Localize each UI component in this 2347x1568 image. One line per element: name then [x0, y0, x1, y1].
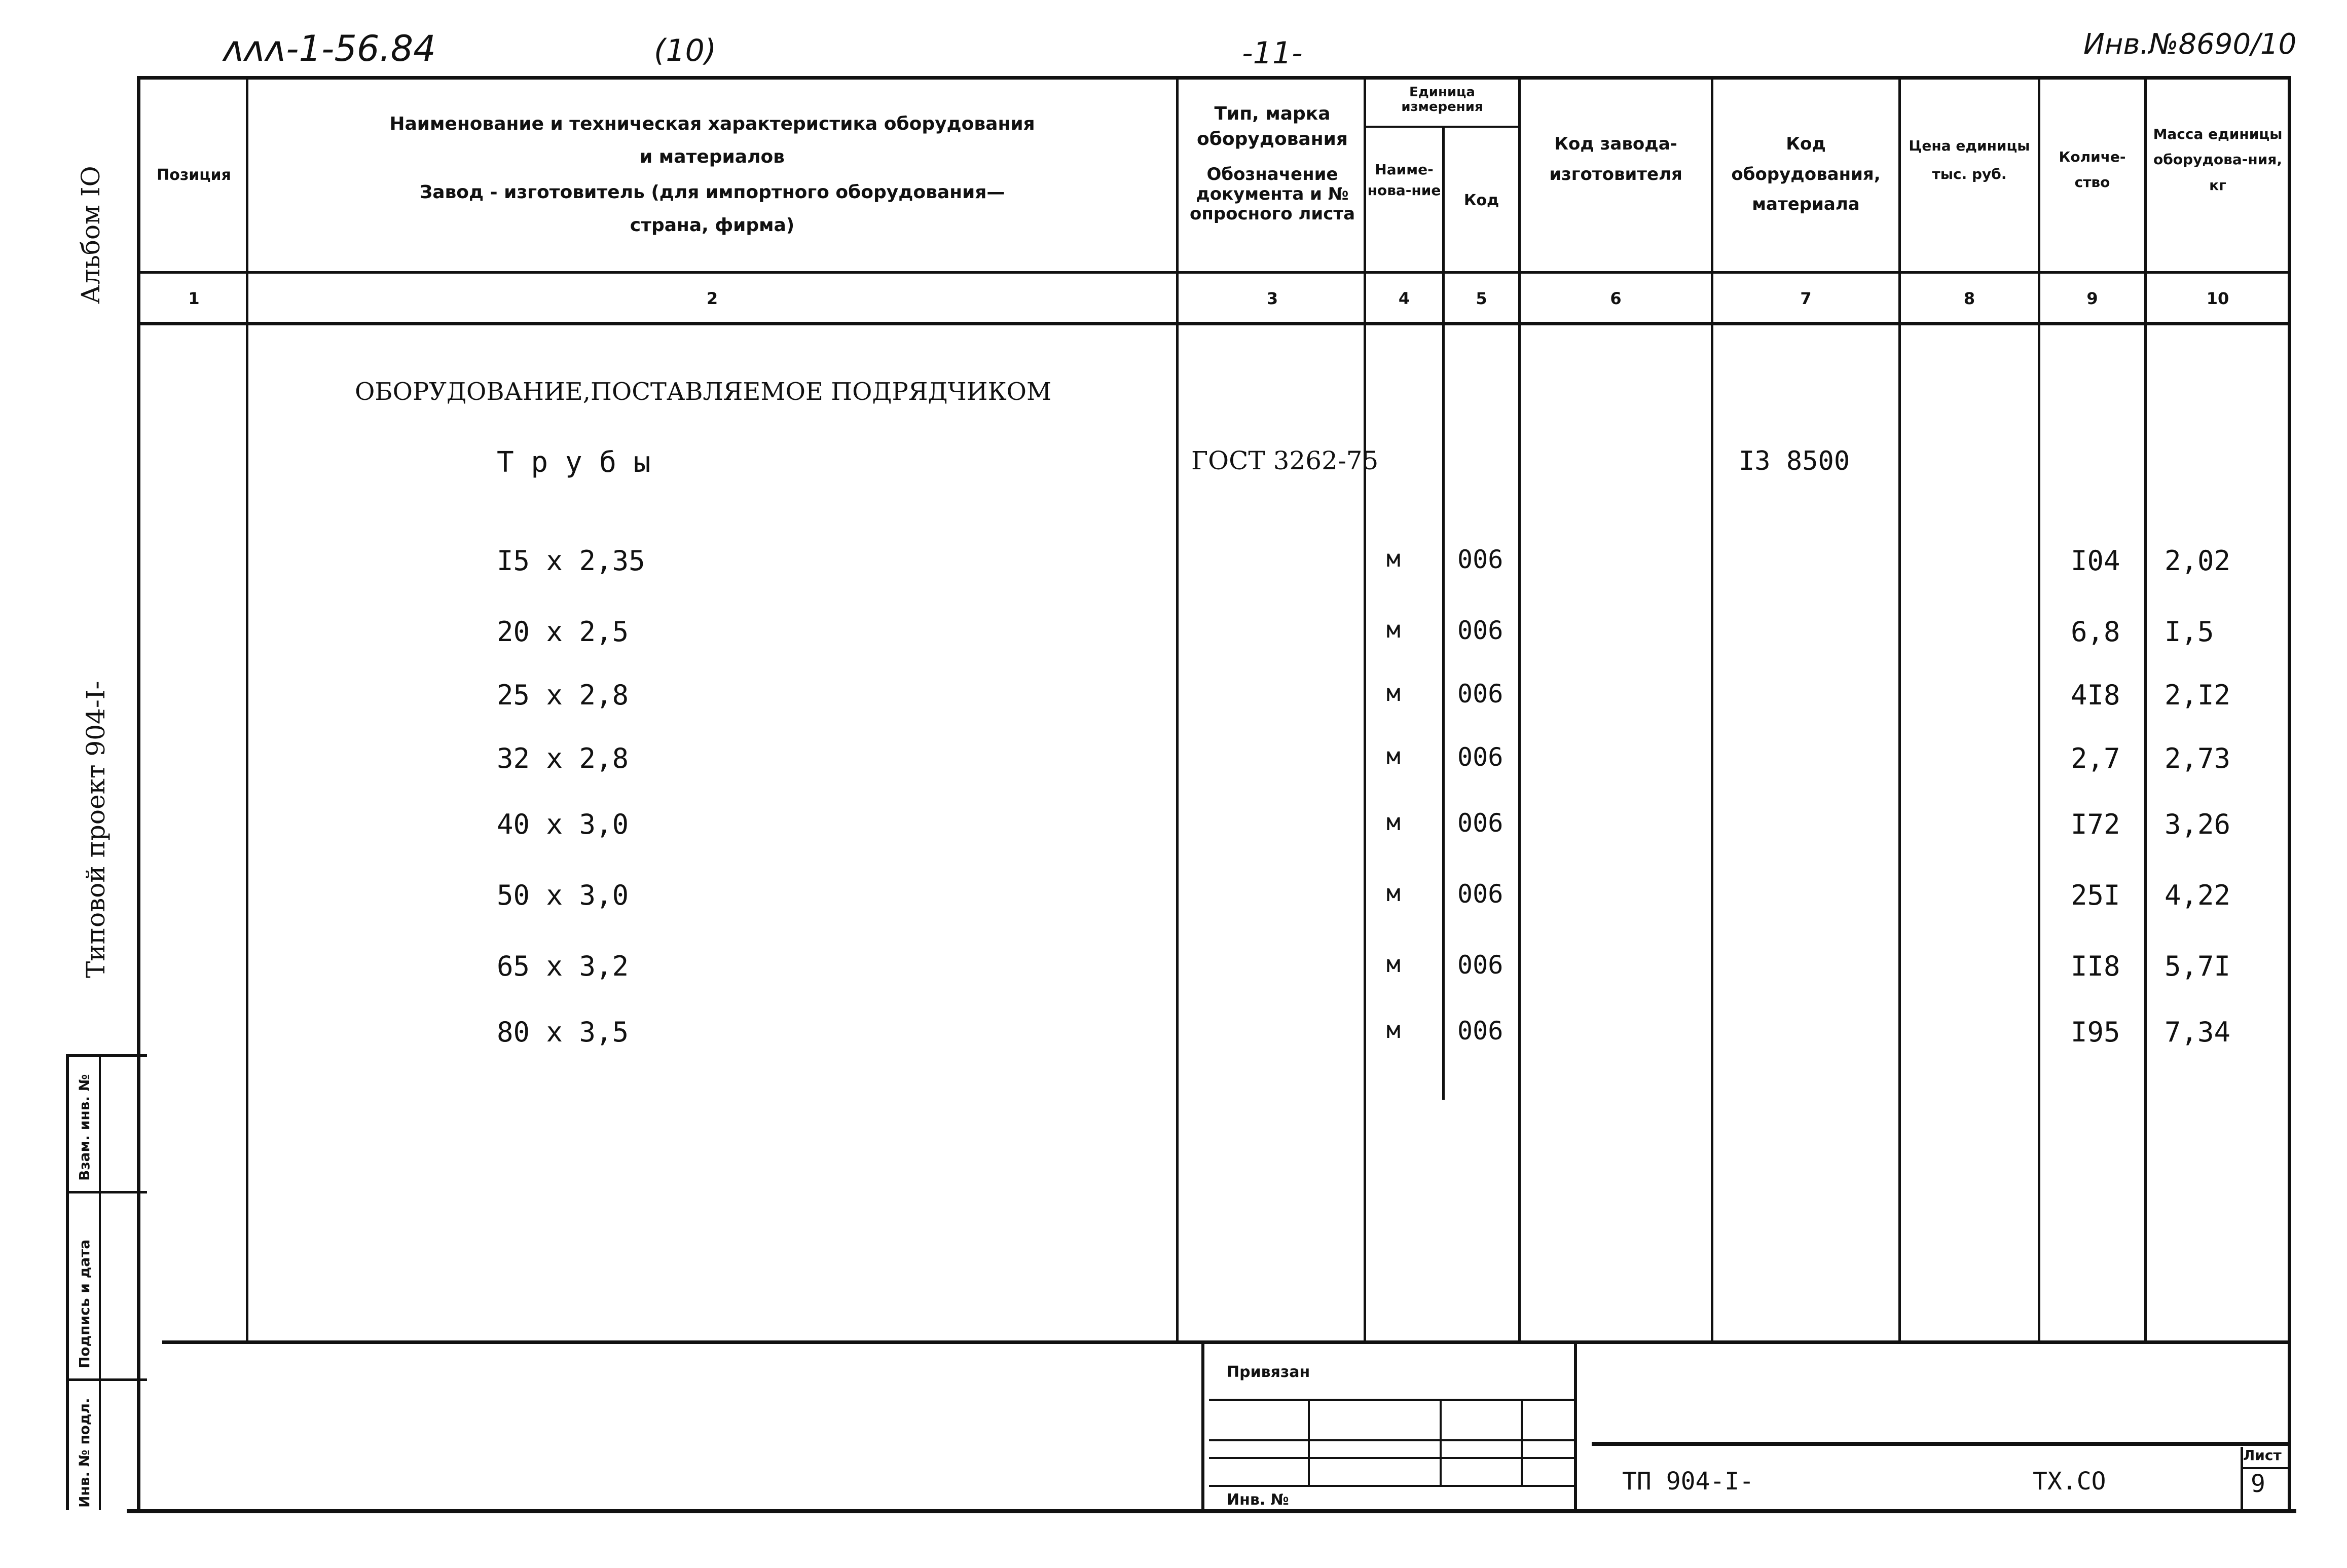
titleblock-line: [1209, 1485, 1574, 1487]
header-unit: Единица измерения: [1401, 85, 1483, 115]
item-mass: 3,26: [2165, 808, 2231, 840]
item-unit: м: [1386, 950, 1401, 978]
colnum-4: 4: [1398, 289, 1410, 308]
item-unit-code: 006: [1457, 879, 1503, 909]
titleblock-line: [1209, 1399, 1574, 1401]
item-unit-code: 006: [1457, 808, 1503, 838]
colnum-3: 3: [1266, 289, 1278, 308]
titleblock-cell: [1521, 1399, 1523, 1485]
item-mass: 2,02: [2165, 545, 2231, 577]
group-material-code: I3 8500: [1739, 446, 1850, 476]
item-size: 80 х 3,5: [497, 1016, 629, 1048]
col-divider: [1711, 76, 1713, 1343]
document-code-paren: (10): [654, 33, 717, 68]
item-quantity: 4I8: [2071, 679, 2120, 711]
project-label: Типовой проект 904-I-: [81, 681, 111, 978]
album-label: Альбом IO: [76, 166, 105, 304]
item-quantity: I95: [2071, 1016, 2120, 1048]
titleblock-thick-line: [1592, 1442, 2291, 1446]
item-mass: 2,I2: [2165, 679, 2231, 711]
document-designation: ТП 904-I-: [1622, 1467, 1754, 1496]
tied-label: Привязан: [1227, 1363, 1310, 1381]
colnum-bottom-line: [137, 322, 2291, 325]
item-mass: 7,34: [2165, 1016, 2231, 1048]
header-equipment-code: Код оборудования, материала: [1731, 134, 1881, 214]
col-divider: [1518, 76, 1521, 1343]
item-size: 25 х 2,8: [497, 679, 629, 711]
colnum-8: 8: [1963, 289, 1975, 308]
header-document: Обозначение документа и № опросного листа: [1189, 164, 1355, 225]
item-mass: 4,22: [2165, 879, 2231, 911]
titleblock-line: [1209, 1439, 1574, 1441]
item-size: 32 х 2,8: [497, 742, 629, 774]
stamp-original-inv: Инв. № подл.: [76, 1398, 93, 1508]
item-unit-code: 006: [1457, 679, 1503, 708]
sheet-line: [2241, 1467, 2291, 1469]
item-unit-code: 006: [1457, 1016, 1503, 1046]
frame-top: [137, 76, 2291, 80]
col-divider: [246, 76, 248, 1343]
stamp-signature-date: Подпись и дата: [76, 1239, 93, 1368]
item-size: 50 х 3,0: [497, 879, 629, 911]
titleblock-divider: [1574, 1343, 1577, 1510]
item-quantity: 6,8: [2071, 616, 2120, 648]
document-code: ᴧᴧᴧ-1-56.84: [223, 28, 436, 69]
stamp-divider: [99, 1054, 101, 1510]
item-size: 65 х 3,2: [497, 950, 629, 982]
group-document: ГОСТ 3262-75: [1191, 446, 1379, 475]
colnum-1: 1: [188, 289, 200, 308]
header-name-line4: страна, фирма): [630, 215, 795, 236]
item-unit-code: 006: [1457, 950, 1503, 980]
header-maker-code: Код завода-изготовителя: [1549, 134, 1682, 184]
sheet-label: Лист: [2243, 1447, 2282, 1464]
item-mass: 5,7I: [2165, 950, 2231, 982]
item-unit: м: [1386, 742, 1401, 770]
item-size: 20 х 2,5: [497, 616, 629, 648]
header-bottom-line: [137, 271, 2291, 274]
stamp-border-top: [66, 1054, 147, 1057]
colnum-9: 9: [2086, 289, 2098, 308]
colnum-7: 7: [1800, 289, 1812, 308]
header-name-line1: Наименование и техническая характеристика оборудования: [389, 114, 1035, 134]
item-unit: м: [1386, 616, 1401, 643]
col-divider: [1898, 76, 1901, 1343]
document-suffix: ТХ.СО: [2033, 1467, 2106, 1496]
frame-right: [2288, 76, 2291, 1510]
header-name-line2: и материалов: [640, 146, 785, 167]
unit-header-line: [1364, 126, 1518, 128]
group-title: Т р у б ы: [497, 446, 651, 479]
item-unit: м: [1386, 1016, 1401, 1043]
item-quantity: 2,7: [2071, 742, 2120, 774]
stamp-replaced-inv: Взам. инв. №: [76, 1074, 93, 1181]
frame-left: [137, 76, 140, 1510]
header-name-line3: Завод - изготовитель (для импортного оборудования—: [419, 182, 1005, 203]
header-quantity: Количе-ство: [2059, 148, 2126, 191]
item-size: I5 х 2,35: [497, 545, 645, 577]
col-divider: [2144, 76, 2147, 1343]
titleblock-cell: [1308, 1399, 1310, 1485]
colnum-6: 6: [1610, 289, 1622, 308]
col-divider: [1364, 76, 1366, 1343]
header-position: Позиция: [157, 166, 231, 184]
item-quantity: 25I: [2071, 879, 2120, 911]
item-mass: 2,73: [2165, 742, 2231, 774]
item-unit-code: 006: [1457, 742, 1503, 772]
item-unit-code: 006: [1457, 545, 1503, 574]
stamp-row-line: [66, 1191, 147, 1193]
header-price: Цена единицы тыс. руб.: [1909, 137, 2030, 182]
item-quantity: I04: [2071, 545, 2120, 577]
col-divider: [2038, 76, 2040, 1343]
stamp-row-line: [66, 1378, 147, 1381]
titleblock-line: [1209, 1457, 1574, 1459]
page-mark: -11-: [1242, 35, 1303, 71]
item-mass: I,5: [2165, 616, 2214, 648]
inventory-label: Инв. №: [1227, 1491, 1289, 1509]
item-quantity: I72: [2071, 808, 2120, 840]
sheet-number: 9: [2251, 1470, 2265, 1498]
header-unit-code: Код: [1463, 192, 1499, 209]
header-unit-name: Наиме-нова-ние: [1367, 161, 1441, 199]
frame-bottom: [127, 1509, 2296, 1513]
colnum-2: 2: [706, 289, 718, 308]
stamp-border-left: [66, 1054, 69, 1510]
item-unit: м: [1386, 679, 1401, 706]
colnum-10: 10: [2206, 289, 2229, 308]
item-size: 40 х 3,0: [497, 808, 629, 840]
inventory-number: Инв.№8690/10: [2083, 28, 2297, 61]
item-quantity: II8: [2071, 950, 2120, 982]
header-type: Тип, марка оборудования: [1197, 103, 1348, 150]
col-divider: [1176, 76, 1179, 1343]
item-unit: м: [1386, 545, 1401, 572]
item-unit: м: [1386, 808, 1401, 836]
table-bottom-line: [162, 1340, 2289, 1344]
header-mass: Масса единицы оборудова-ния, кг: [2153, 126, 2283, 194]
colnum-5: 5: [1476, 289, 1487, 308]
section-title: ОБОРУДОВАНИЕ,ПОСТАВЛЯЕМОЕ ПОДРЯДЧИКОМ: [355, 378, 1052, 406]
item-unit-code: 006: [1457, 616, 1503, 645]
titleblock-divider: [1201, 1343, 1204, 1510]
item-unit: м: [1386, 879, 1401, 907]
titleblock-cell: [1440, 1399, 1442, 1485]
